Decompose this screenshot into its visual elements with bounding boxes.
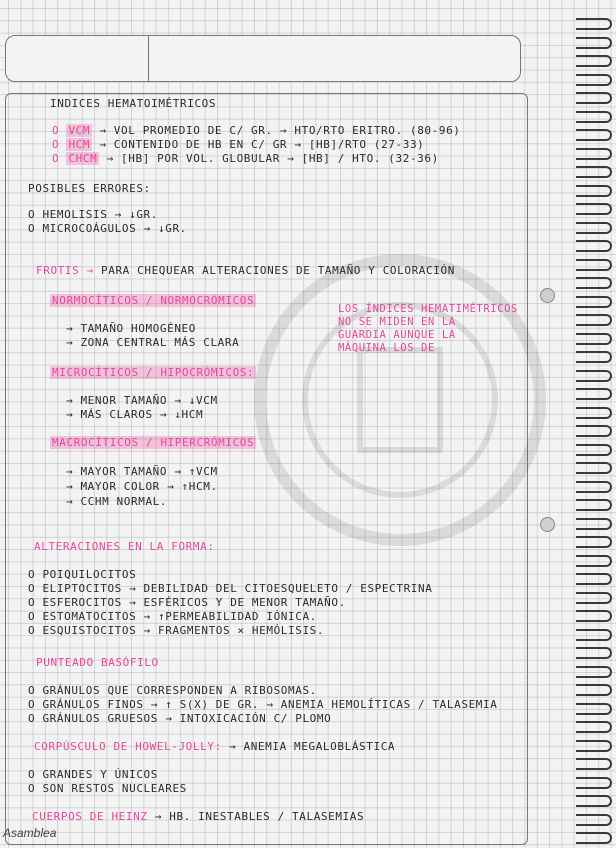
spiral-binding <box>574 0 616 848</box>
error-item: O MICROCOÁGULOS → ↓GR. <box>28 222 187 235</box>
spiral-ring <box>576 721 612 733</box>
macro-item: → MAYOR TAMAÑO → ↑VCM <box>66 465 218 478</box>
spiral-ring <box>576 629 612 641</box>
page-title: INDICES HEMATOIMÉTRICOS <box>50 97 217 110</box>
index-label: VCM <box>68 124 91 137</box>
spiral-ring <box>576 666 612 678</box>
spiral-ring <box>576 203 612 215</box>
spiral-ring <box>576 370 612 382</box>
index-description: → CONTENIDO DE HB EN C/ GR → <box>99 138 302 151</box>
spiral-ring <box>576 573 612 585</box>
spiral-ring <box>576 481 612 493</box>
spiral-ring <box>576 740 612 752</box>
errors-title: POSIBLES ERRORES: <box>28 182 151 195</box>
forma-title: ALTERACIONES EN LA FORMA: <box>34 540 215 553</box>
index-range: (27-33) <box>373 138 425 151</box>
spiral-ring <box>576 166 612 178</box>
header-box <box>5 35 521 82</box>
micro-title: MICROCÍTICOS / HIPOCRÓMICOS: <box>52 366 255 379</box>
howell-row <box>34 740 395 753</box>
normo-title: NORMOCÍTICOS / NORMOCRÓMICOS <box>52 294 255 307</box>
spiral-ring <box>576 296 612 308</box>
index-row-vcm: O VCM → VOL PROMEDIO DE C/ GR. → HTO/RTO ERITRO. (80-96) <box>52 124 461 137</box>
error-item: O HEMOLISIS → ↓GR. <box>28 208 159 221</box>
spiral-ring <box>576 74 612 86</box>
frotis-text: PARA CHEQUEAR ALTERACIONES DE TAMAÑO Y COLORACIÓN <box>101 264 455 277</box>
heinz-row <box>32 810 364 823</box>
spiral-ring <box>576 314 612 326</box>
side-note-line: MÁQUINA LOS DE <box>338 342 435 354</box>
spiral-ring <box>576 407 612 419</box>
macro-item: → MAYOR COLOR → ↑HCM. <box>66 480 218 493</box>
forma-item: O ESTOMATOCITOS → ↑PERMEABILIDAD IÓNICA. <box>28 610 317 623</box>
punteado-item: O GRÁNULOS QUE CORRESPONDEN A RIBOSOMAS. <box>28 684 317 697</box>
spiral-ring <box>576 92 612 104</box>
spiral-ring <box>576 333 612 345</box>
normo-item: → ZONA CENTRAL MÁS CLARA <box>66 336 240 349</box>
binding-hole <box>540 517 555 532</box>
side-note-line: GUARDIA AUNQUE LA <box>338 329 456 341</box>
side-note-line: NO SE MIDEN EN LA <box>338 316 456 328</box>
howell-title: CORPÚSCULO DE HOWEL-JOLLY: <box>34 740 222 753</box>
spiral-ring <box>576 388 612 400</box>
side-note-line: LOS ÍNDICES HEMATIMÉTRICOS <box>338 303 518 315</box>
howell-item: O GRANDES Y ÚNICOS <box>28 768 159 781</box>
frotis-label: FROTIS → <box>36 264 94 277</box>
spiral-ring <box>576 832 612 844</box>
macro-title: MACROCÍTICOS / HIPERCRÓMICOS <box>52 436 255 449</box>
spiral-ring <box>576 703 612 715</box>
spiral-ring <box>576 18 612 30</box>
forma-item: O ESQUISTOCITOS → FRAGMENTOS × HEMÓLISIS. <box>28 624 325 637</box>
index-row-hcm: O HCM → CONTENIDO DE HB EN C/ GR → [HB]/RTO (27-33) <box>52 138 425 151</box>
spiral-ring <box>576 351 612 363</box>
heinz-title: CUERPOS DE HEINZ <box>32 810 148 823</box>
punteado-item: O GRÁNULOS FINOS → ↑ S(X) DE GR. → ANEMIA HEMOLÍTICAS / TALASEMIA <box>28 698 498 711</box>
punteado-item: O GRÁNULOS GRUESOS → INTOXICACIÓN C/ PLOMO <box>28 712 332 725</box>
frotis-row <box>36 264 455 277</box>
forma-item: O POIQUILOCITOS <box>28 568 137 581</box>
spiral-ring <box>576 444 612 456</box>
macro-item: → CCHM NORMAL. <box>66 495 168 508</box>
spiral-ring <box>576 240 612 252</box>
spiral-ring <box>576 148 612 160</box>
side-note <box>338 303 538 355</box>
index-description: → VOL PROMEDIO DE C/ GR. → <box>99 124 288 137</box>
spiral-ring <box>576 259 612 271</box>
index-formula: [HB]/RTO <box>308 138 367 151</box>
index-description: → [HB] POR VOL. GLOBULAR → <box>106 152 295 165</box>
spiral-ring <box>576 277 612 289</box>
spiral-ring <box>576 536 612 548</box>
index-range: (32-36) <box>388 152 439 165</box>
forma-item: O ELIPTOCITOS → DEBILIDAD DEL CITOESQUELETO / ESPECTRINA <box>28 582 433 595</box>
index-formula: [HB] / HTO. <box>301 152 382 165</box>
normo-item: → TAMAÑO HOMOGÉNEO <box>66 322 197 335</box>
punteado-title: PUNTEADO BASÓFILO <box>36 656 159 669</box>
spiral-ring <box>576 425 612 437</box>
spiral-ring <box>576 55 612 67</box>
spiral-ring <box>576 555 612 567</box>
forma-item: O ESFEROCITOS → ESFÉRICOS Y DE MENOR TAMAÑO. <box>28 596 346 609</box>
spiral-ring <box>576 610 612 622</box>
spiral-ring <box>576 462 612 474</box>
spiral-ring <box>576 777 612 789</box>
spiral-ring <box>576 647 612 659</box>
index-range: (80-96) <box>409 124 461 137</box>
micro-item: → MENOR TAMAÑO → ↓VCM <box>66 394 218 407</box>
index-label: HCM <box>68 138 91 151</box>
spiral-ring <box>576 518 612 530</box>
spiral-ring <box>576 499 612 511</box>
header-divider <box>148 36 149 81</box>
index-row-chcm: O CHCM → [HB] POR VOL. GLOBULAR → [HB] / HTO. (32-36) <box>52 152 439 165</box>
spiral-ring <box>576 129 612 141</box>
footer-brand: Asamblea <box>3 826 57 840</box>
spiral-ring <box>576 592 612 604</box>
spiral-ring <box>576 814 612 826</box>
index-formula: HTO/RTO ERITRO. <box>294 124 403 137</box>
spiral-ring <box>576 758 612 770</box>
index-label: CHCM <box>68 152 98 165</box>
howell-text: → ANEMIA MEGALOBLÁSTICA <box>229 740 396 753</box>
binding-hole <box>540 288 555 303</box>
spiral-ring <box>576 795 612 807</box>
micro-item: → MÁS CLAROS → ↓HCM <box>66 408 204 421</box>
spiral-ring <box>576 185 612 197</box>
howell-item: O SON RESTOS NUCLEARES <box>28 782 187 795</box>
spiral-ring <box>576 37 612 49</box>
spiral-ring <box>576 684 612 696</box>
spiral-ring <box>576 222 612 234</box>
spiral-ring <box>576 111 612 123</box>
heinz-text: → HB. INESTABLES / TALASEMIAS <box>154 810 365 823</box>
